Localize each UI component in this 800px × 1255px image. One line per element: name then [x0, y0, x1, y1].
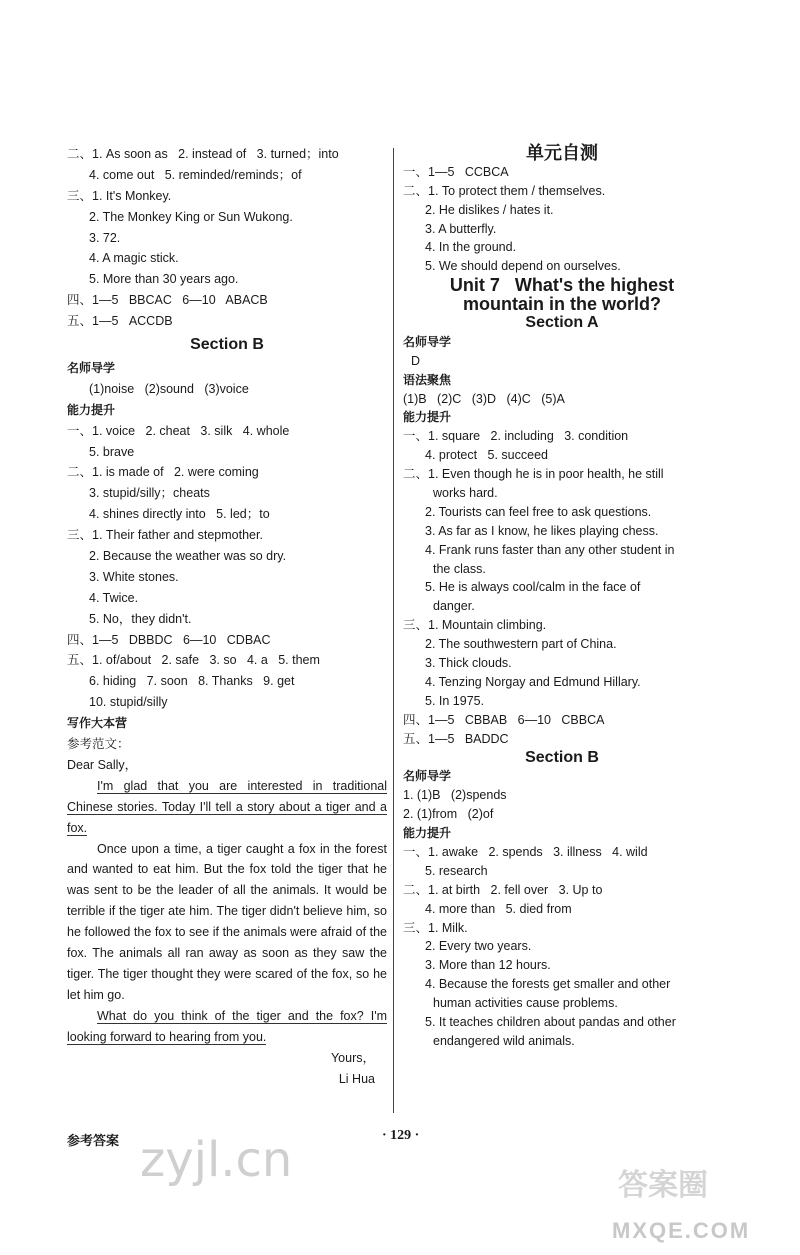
- answer-line: 四、1—5 BBCAC 6—10 ABACB: [67, 293, 268, 308]
- answer-line: 2. He dislikes / hates it.: [425, 202, 554, 217]
- answer-line: 5. No，they didn't.: [89, 611, 192, 626]
- section-heading: Section B: [525, 748, 599, 766]
- answer-line: 一、1. square 2. including 3. condition: [403, 429, 629, 444]
- subsection-label: 能力提升: [67, 402, 116, 417]
- unit-title: mountain in the world?: [463, 294, 661, 315]
- subsection-label: 名师导学: [403, 769, 452, 784]
- answer-line: 4. come out 5. reminded/reminds；of: [89, 167, 302, 182]
- answer-line: 5. brave: [89, 444, 135, 459]
- answer-line: (1)noise (2)sound (3)voice: [89, 381, 249, 396]
- answer-line: 3. 72.: [89, 230, 121, 245]
- answer-line: 3. stupid/silly；cheats: [89, 486, 210, 501]
- footer-label: 参考答案: [67, 1133, 120, 1148]
- answer-line: 三、1. It's Monkey.: [67, 188, 172, 203]
- answer-line: D: [411, 353, 421, 368]
- answer-line: 2. Tourists can feel free to ask questions.: [425, 504, 652, 519]
- answer-line: 3. More than 12 hours.: [425, 958, 551, 973]
- answer-line: 5. He is always cool/calm in the face of: [425, 580, 641, 595]
- section-heading: Section A: [525, 314, 599, 332]
- answer-line: human activities cause problems.: [433, 996, 618, 1011]
- subsection-label: 能力提升: [403, 410, 452, 425]
- right-column: [403, 144, 721, 1051]
- subsection-label: 名师导学: [67, 361, 116, 376]
- answer-line: 2. Because the weather was so dry.: [89, 549, 287, 564]
- answer-line: 五、1—5 BADDC: [403, 731, 509, 746]
- answer-line: 4. Frank runs faster than any other student in: [425, 542, 675, 557]
- answer-line: 4. protect 5. succeed: [425, 448, 548, 463]
- answer-line: endangered wild animals.: [433, 1033, 575, 1048]
- answer-line: 5. In 1975.: [425, 693, 485, 708]
- watermark-daanquan: 答案圈: [618, 1169, 708, 1202]
- subsection-label: 名师导学: [403, 334, 452, 349]
- answer-line: (1)B (2)C (3)D (4)C (5)A: [403, 391, 565, 406]
- left-column: [67, 144, 387, 1089]
- answer-line: 二、1. Even though he is in poor health, he still: [403, 467, 664, 482]
- answer-line: 三、1. Their father and stepmother.: [67, 528, 263, 543]
- answer-line: 四、1—5 CBBAB 6—10 CBBCA: [403, 712, 605, 727]
- answer-line: 3. As far as I know, he likes playing chess.: [425, 523, 659, 538]
- answer-line: 二、1. As soon as 2. instead of 3. turned；into: [67, 147, 339, 161]
- subsection-label: 写作大本营: [67, 716, 128, 731]
- answer-line: 二、1. at birth 2. fell over 3. Up to: [403, 882, 603, 897]
- answer-line: 5. It teaches children about pandas and other: [425, 1014, 676, 1029]
- subsection-label: 语法聚焦: [403, 372, 452, 387]
- answer-line: danger.: [433, 599, 475, 614]
- answer-line: 4. Twice.: [89, 590, 139, 605]
- essay-paragraph: [67, 839, 387, 1006]
- essay-paragraph: [67, 776, 387, 839]
- answer-line: 5. research: [425, 863, 488, 878]
- watermark-mxqe: MXQE.COM: [612, 1218, 751, 1243]
- answer-line: 三、1. Mountain climbing.: [403, 618, 547, 633]
- answer-line: Dear Sally，: [67, 757, 138, 772]
- subsection-label: 能力提升: [403, 826, 452, 841]
- answer-line: 6. hiding 7. soon 8. Thanks 9. get: [89, 674, 295, 689]
- answer-line: 4. more than 5. died from: [425, 901, 572, 916]
- answer-line: works hard.: [433, 486, 498, 501]
- letter-closing: Yours，: [330, 1050, 375, 1065]
- answer-line: the class.: [433, 561, 486, 576]
- answer-line: 二、1. To protect them / themselves.: [403, 183, 606, 198]
- essay-text: Once upon a time, a tiger caught a fox in the forest and wanted to eat him. But the fox told the tiger that he was sent to be the leader of all the animals. It would be terrible if the tiger ate him. The tiger didn't believe him, so he followed the fox to see if the animals were afraid of the fox. The animals all ran away as soon as they saw the tiger. The tiger thought they were scared of the fox, so he let him go.: [67, 841, 387, 1002]
- answer-line: 五、1. of/about 2. safe 3. so 4. a 5. them: [67, 653, 320, 668]
- essay-text: I'm glad that you are interested in traditional Chinese stories. Today I'll tell a story about a tiger and a fox.: [67, 778, 387, 835]
- answer-line: 五、1—5 ACCDB: [67, 314, 173, 329]
- unit-test-title: 单元自测: [526, 143, 598, 163]
- page-number: · 129 ·: [382, 1128, 420, 1143]
- answer-line: 4. Tenzing Norgay and Edmund Hillary.: [425, 674, 641, 689]
- answer-line: 一、1. awake 2. spends 3. illness 4. wild: [403, 844, 648, 859]
- section-heading: Section B: [190, 336, 264, 354]
- answer-line: 4. In the ground.: [425, 240, 517, 255]
- column-divider: [393, 148, 394, 1113]
- answer-line: 一、1—5 CCBCA: [403, 164, 509, 179]
- answer-line: 2. The Monkey King or Sun Wukong.: [89, 209, 293, 224]
- answer-line: 2. (1)from (2)of: [403, 807, 494, 822]
- answer-line: 5. We should depend on ourselves.: [425, 259, 621, 274]
- essay-paragraph: [67, 1006, 387, 1048]
- answer-line: 3. Thick clouds.: [425, 656, 512, 671]
- answer-line: 10. stupid/silly: [89, 695, 168, 710]
- answer-line: 3. A butterfly.: [425, 221, 497, 236]
- answer-line: 四、1—5 DBBDC 6—10 CDBAC: [67, 632, 271, 647]
- answer-line: 3. White stones.: [89, 569, 179, 584]
- answer-line: 2. The southwestern part of China.: [425, 637, 617, 652]
- answer-line: 1. (1)B (2)spends: [403, 788, 507, 803]
- watermark-zyjl: zyjl.cn: [140, 1132, 293, 1188]
- answer-line: 4. Because the forests get smaller and other: [425, 977, 671, 992]
- unit-title: Unit 7 What's the highest: [449, 275, 675, 296]
- letter-signature: Li Hua: [338, 1071, 375, 1086]
- answer-line: 参考范文：: [67, 737, 130, 752]
- answer-line: 二、1. is made of 2. were coming: [67, 465, 259, 480]
- answer-line: 4. shines directly into 5. led；to: [89, 507, 270, 522]
- answer-line: 一、1. voice 2. cheat 3. silk 4. whole: [67, 423, 290, 438]
- answer-line: 2. Every two years.: [425, 939, 532, 954]
- answer-line: 三、1. Milk.: [403, 920, 468, 935]
- essay-text: What do you think of the tiger and the fox? I'm looking forward to hearing from you.: [67, 1008, 387, 1044]
- answer-line: 4. A magic stick.: [89, 251, 179, 266]
- answer-line: 5. More than 30 years ago.: [89, 272, 239, 287]
